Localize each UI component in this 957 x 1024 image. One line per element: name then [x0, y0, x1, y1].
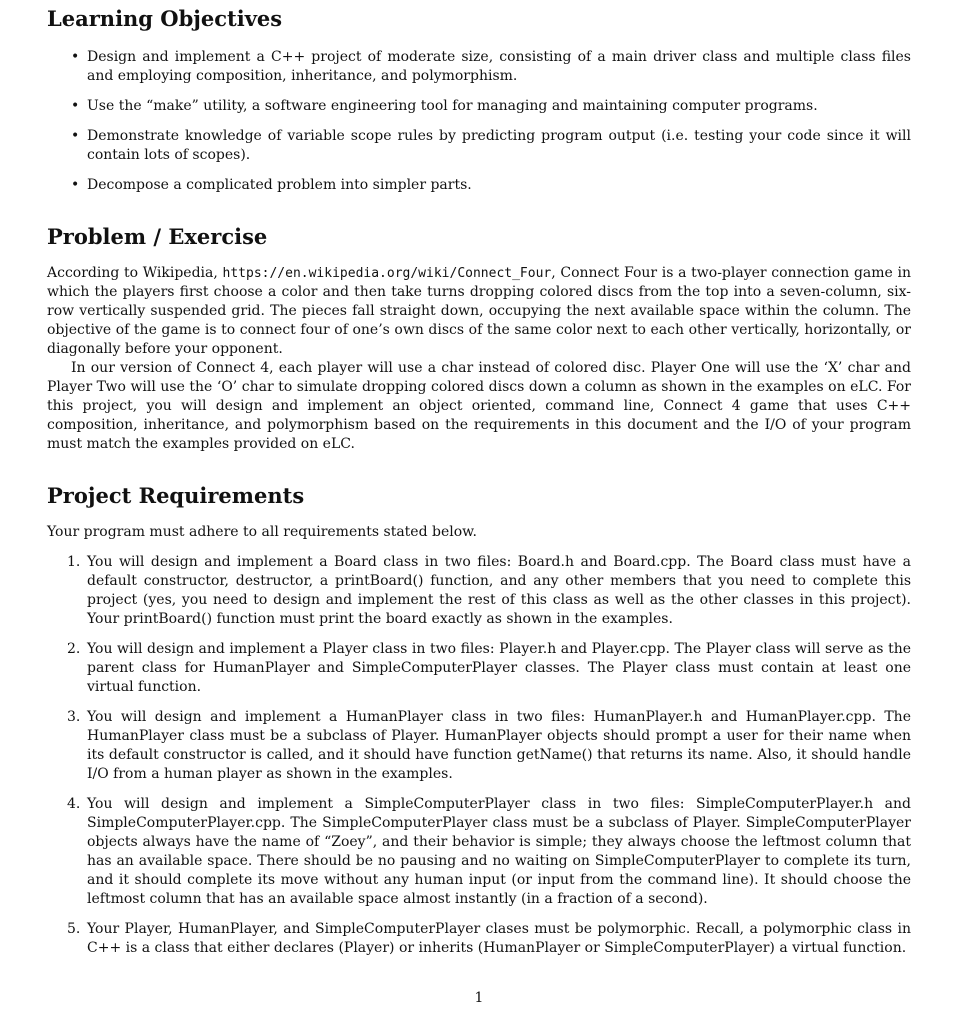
- list-item: • Design and implement a C++ project of moderate size, consisting of a main driver class and multiple class files and employing composition, inheritance, and polymorphism.: [71, 49, 911, 84]
- requirements-list: [47, 553, 911, 958]
- list-item: 2. You will design and implement a Player class in two files: Player.h and Player.cpp. The Player class will serve as the parent class for HumanPlayer and SimpleComputerPlayer classes. The Player class must contain at least one virtual function.: [67, 641, 911, 695]
- list-item: 4. You will design and implement a SimpleComputerPlayer class in two files: SimpleComputerPlayer.h and SimpleComputerPlayer.cpp. The SimpleComputerPlayer class must be a subclass of Player. SimpleComputerPlayer objects always have the name of “Zoey”, and their behavior is simple; they always choose the leftmost column that has an available space. There should be no pausing and no waiting on SimpleComputerPlayer to complete its turn, and it should complete its move without any human input (or input from the command line). It should choose the leftmost column that has an available space almost instantly (in a fraction of a second).: [67, 796, 911, 907]
- list-item: • Use the “make” utility, a software engineering tool for managing and maintaining computer programs.: [71, 98, 818, 114]
- learning-objectives-list: [47, 48, 911, 195]
- requirements-intro: Your program must adhere to all requirements stated below.: [47, 524, 477, 540]
- list-item: 1. You will design and implement a Board class in two files: Board.h and Board.cpp. The Board class must have a default constructor, destructor, a printBoard() function, and any other members that you need to complete this project (yes, you need to design and implement the rest of this class as well as the other classes in this project). Your printBoard() function must print the board exactly as shown in the examples.: [67, 554, 911, 627]
- page-number: 1: [474, 990, 484, 1006]
- problem-paragraph-2: In our version of Connect 4, each player will use a char instead of colored disc. Player One will use the ‘X’ char and Player Two will use the ‘O’ char to simulate dropping colored discs down a column as shown in the examples on eLC. For this project, you will design and implement an object oriented, command line, Connect 4 game that uses C++ composition, inheritance, and polymorphism based on the requirements in this document and the I/O of your program must match the examples provided on eLC.: [47, 360, 911, 452]
- list-item: • Decompose a complicated problem into simpler parts.: [71, 177, 472, 193]
- problem-body: [47, 264, 911, 454]
- list-item: 3. You will design and implement a HumanPlayer class in two files: HumanPlayer.h and HumanPlayer.cpp. The HumanPlayer class must be a subclass of Player. HumanPlayer objects should prompt a user for their name when its default constructor is called, and it should have function getName() that returns its name. Also, it should handle I/O from a human player as shown in the examples.: [67, 709, 911, 782]
- list-item: • Demonstrate knowledge of variable scope rules by predicting program output (i.e. testing your code since it will contain lots of scopes).: [71, 128, 911, 163]
- heading-problem-exercise: Problem / Exercise: [47, 224, 268, 249]
- heading-project-requirements: Project Requirements: [47, 483, 305, 508]
- problem-paragraph-1: According to Wikipedia, https://en.wikipedia.org/wiki/Connect_Four, Connect Four is a two-player connection game in which the players first choose a color and then take turns dropping colored discs from the top into a seven-column, six-row vertically suspended grid. The pieces fall straight down, occupying the next available space within the column. The objective of the game is to connect four of one’s own discs of the same color next to each other vertically, horizontally, or diagonally before your opponent.: [47, 265, 911, 357]
- heading-learning-objectives: Learning Objectives: [47, 6, 283, 31]
- list-item: 5. Your Player, HumanPlayer, and SimpleComputerPlayer clases must be polymorphic. Recall, a polymorphic class in C++ is a class that either declares (Player) or inherits (HumanPlayer or SimpleComputerPlayer) a virtual function.: [67, 921, 911, 956]
- wikipedia-link[interactable]: https://en.wikipedia.org/wiki/Connect_Four: [222, 266, 552, 281]
